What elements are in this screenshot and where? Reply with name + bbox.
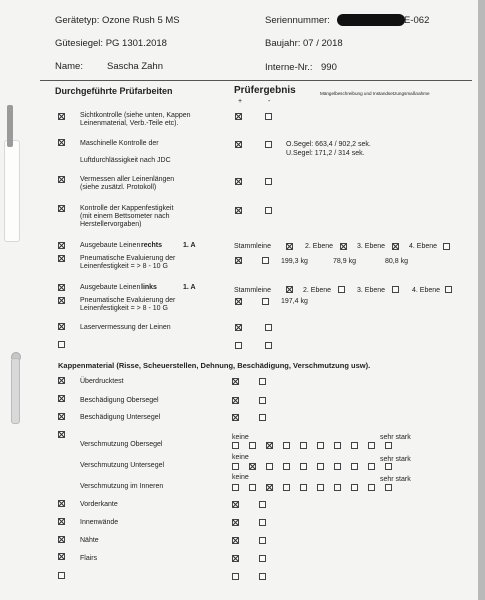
scale-box[interactable]	[334, 442, 341, 449]
result-minus[interactable]	[259, 537, 266, 544]
level-trunk: Stammleine	[234, 287, 271, 294]
scale-box[interactable]	[249, 442, 256, 449]
row-damage-upper: Beschädigung Obersegel	[80, 397, 159, 404]
row-line-lengths: Vermessen aller Leinenlängen	[80, 176, 175, 183]
scale-box[interactable]	[368, 463, 375, 470]
result-plus[interactable]	[232, 501, 239, 508]
value-trunk-left: 197,4 kg	[281, 298, 308, 305]
check-level-2[interactable]	[340, 243, 347, 250]
row-canopy-strength-sub2: Herstellervorgaben)	[80, 221, 142, 228]
scale-box[interactable]	[385, 442, 392, 449]
value-level2-right: 78,9 kg	[333, 258, 356, 265]
result-plus[interactable]	[232, 414, 239, 421]
device-type: Gerätetyp: Ozone Rush 5 MS	[55, 15, 180, 26]
plus-header: +	[238, 98, 243, 105]
check-laser[interactable]	[58, 323, 65, 330]
scale-low: keine	[232, 434, 249, 441]
result-plus[interactable]	[232, 519, 239, 526]
row-soiling-lower: Verschmutzung Untersegel	[80, 462, 165, 469]
scale-high: sehr stark	[380, 476, 411, 483]
scale-box[interactable]	[351, 484, 358, 491]
result-plus[interactable]	[235, 342, 242, 349]
check-soiling[interactable]	[58, 431, 65, 438]
check-leading-edge[interactable]	[58, 500, 65, 507]
binder-rod	[7, 105, 13, 147]
result-minus[interactable]	[265, 207, 272, 214]
level-3: 3. Ebene	[357, 287, 386, 294]
internal-label: Interne-Nr.:	[265, 62, 313, 73]
scale-box[interactable]	[351, 442, 358, 449]
scale-box[interactable]	[317, 484, 324, 491]
row-lines-right-num: 1. A	[183, 242, 196, 249]
scale-box[interactable]	[232, 442, 239, 449]
result-plus[interactable]	[235, 141, 242, 148]
level-4: 4. Ebene	[409, 243, 438, 250]
divider	[40, 80, 472, 81]
check-empty[interactable]	[58, 341, 65, 348]
result-plus[interactable]	[235, 298, 242, 305]
scale-box[interactable]	[249, 484, 256, 491]
result-minus[interactable]	[259, 501, 266, 508]
check-seams[interactable]	[58, 536, 65, 543]
check-overpressure[interactable]	[58, 377, 65, 384]
check-trunk[interactable]	[286, 243, 293, 250]
scale-box[interactable]	[300, 463, 307, 470]
row-flairs: Flairs	[80, 555, 98, 562]
result-plus[interactable]	[232, 397, 239, 404]
scale-box[interactable]	[249, 463, 256, 470]
scale-box[interactable]	[334, 484, 341, 491]
scale-box[interactable]	[351, 463, 358, 470]
level-2: 2. Ebene	[305, 243, 334, 250]
binder-clip	[4, 140, 20, 242]
check-canopy-strength[interactable]	[58, 205, 65, 212]
result-title: Prüfergebnis	[234, 85, 296, 96]
row-visual-inspection-sub: Leinenmaterial, Verb.-Teile etc).	[80, 120, 179, 127]
scale-box[interactable]	[317, 463, 324, 470]
scale-box[interactable]	[368, 484, 375, 491]
level-trunk: Stammleine	[234, 243, 271, 250]
scale-box[interactable]	[266, 484, 273, 491]
scale-box[interactable]	[266, 442, 273, 449]
scale-box[interactable]	[385, 463, 392, 470]
result-minus[interactable]	[265, 178, 272, 185]
result-plus[interactable]	[232, 537, 239, 544]
check-visual-inspection[interactable]	[58, 113, 65, 120]
scale-box[interactable]	[300, 442, 307, 449]
level-4: 4. Ebene	[412, 287, 441, 294]
check-air-permeability[interactable]	[58, 139, 65, 146]
check-empty[interactable]	[58, 572, 65, 579]
check-damage-upper[interactable]	[58, 395, 65, 402]
result-minus[interactable]	[259, 555, 266, 562]
row-canopy-strength-sub: (mit einem Bettsometer nach	[80, 213, 170, 220]
check-level-2[interactable]	[338, 286, 345, 293]
check-damage-lower[interactable]	[58, 413, 65, 420]
result-minus[interactable]	[259, 573, 266, 580]
canopy-title: Kappenmaterial (Risse, Scheuerstellen, Dehnung, Beschädigung, Verschmutzung usw).	[58, 361, 371, 370]
row-air-permeability: Maschinelle Kontrolle der	[80, 140, 159, 147]
scale-low: keine	[232, 474, 249, 481]
row-lines-left-side: links	[141, 284, 157, 291]
row-soiling-inside: Verschmutzung im Inneren	[80, 483, 164, 490]
row-overpressure: Überdrucktest	[80, 378, 124, 385]
row-pneumatic-left: Pneumatische Evaluierung der	[80, 297, 176, 304]
row-laser: Laservermessung der Leinen	[80, 324, 171, 331]
check-level-4[interactable]	[445, 286, 452, 293]
result-minus[interactable]	[265, 113, 272, 120]
result-minus[interactable]	[259, 397, 266, 404]
result-plus[interactable]	[235, 257, 242, 264]
result-plus[interactable]	[235, 324, 242, 331]
row-pneumatic-left-sub: Leinenfestigkeit = > 8 - 10 G	[80, 305, 168, 312]
result-minus[interactable]	[259, 519, 266, 526]
row-lines-left-num: 1. A	[183, 284, 196, 291]
check-trunk[interactable]	[286, 286, 293, 293]
check-level-3[interactable]	[392, 286, 399, 293]
serial-label: Seriennummer:	[265, 15, 330, 26]
scale-box[interactable]	[232, 463, 239, 470]
check-lines-left[interactable]	[58, 284, 65, 291]
row-line-lengths-sub: (siehe zusätzl. Protokoll)	[80, 184, 157, 191]
result-minus[interactable]	[265, 342, 272, 349]
scale-high: sehr stark	[380, 434, 411, 441]
scale-box[interactable]	[283, 463, 290, 470]
scale-box[interactable]	[300, 484, 307, 491]
scale-high: sehr stark	[380, 456, 411, 463]
scale-box[interactable]	[283, 484, 290, 491]
scale-box[interactable]	[283, 442, 290, 449]
scale-low: keine	[232, 454, 249, 461]
row-pneumatic-right: Pneumatische Evaluierung der	[80, 255, 176, 262]
result-minus[interactable]	[265, 324, 272, 331]
build-year: Baujahr: 07 / 2018	[265, 38, 343, 49]
row-lines-right-prefix: Ausgebaute Leinen	[80, 242, 141, 249]
result-minus[interactable]	[259, 414, 266, 421]
scale-box[interactable]	[317, 442, 324, 449]
row-leading-edge: Vorderkante	[80, 501, 118, 508]
result-plus[interactable]	[232, 573, 239, 580]
paper-edge	[478, 0, 485, 600]
result-minus[interactable]	[262, 257, 269, 264]
note-upper-sail: O.Segel: 663,4 / 902,2 sek.	[286, 141, 371, 148]
name-label: Name:	[55, 61, 83, 72]
row-pneumatic-right-sub: Leinenfestigkeit = > 8 - 10 G	[80, 263, 168, 270]
result-plus[interactable]	[232, 555, 239, 562]
scale-box[interactable]	[266, 463, 273, 470]
tests-title: Durchgeführte Prüfarbeiten	[55, 86, 173, 96]
row-canopy-strength: Kontrolle der Kappenfestigkeit	[80, 205, 174, 212]
scale-box[interactable]	[385, 484, 392, 491]
note-lower-sail: U.Segel: 171,2 / 314 sek.	[286, 150, 365, 157]
result-plus[interactable]	[235, 178, 242, 185]
minus-header: -	[268, 98, 271, 105]
check-line-lengths[interactable]	[58, 176, 65, 183]
level-2: 2. Ebene	[303, 287, 332, 294]
check-pneumatic-left[interactable]	[58, 297, 65, 304]
value-level3-right: 80,8 kg	[385, 258, 408, 265]
row-air-permeability-sub: Luftdurchlässigkeit nach JDC	[80, 157, 171, 164]
result-plus[interactable]	[232, 378, 239, 385]
check-level-3[interactable]	[392, 243, 399, 250]
check-level-4[interactable]	[443, 243, 450, 250]
redaction-mark	[337, 14, 405, 26]
check-pneumatic-right[interactable]	[58, 255, 65, 262]
value-trunk-right: 199,3 kg	[281, 258, 308, 265]
serial-suffix: E-062	[404, 15, 430, 26]
row-visual-inspection: Sichtkontrolle (siehe unten, Kappen	[80, 112, 191, 119]
check-inner-walls[interactable]	[58, 518, 65, 525]
row-seams: Nähte	[80, 537, 99, 544]
check-flairs[interactable]	[58, 553, 65, 560]
binder-clip-lower	[11, 358, 20, 424]
level-3: 3. Ebene	[357, 243, 386, 250]
result-minus[interactable]	[262, 298, 269, 305]
row-lines-left-prefix: Ausgebaute Leinen	[80, 284, 141, 291]
row-lines-right-side: rechts	[141, 242, 163, 249]
internal-value: 990	[321, 62, 337, 73]
notes-title: Mängelbeschreibung und Instandsetzungsmaßnahme	[320, 91, 430, 96]
result-plus[interactable]	[235, 207, 242, 214]
result-minus[interactable]	[265, 141, 272, 148]
scale-box[interactable]	[368, 442, 375, 449]
scale-box[interactable]	[334, 463, 341, 470]
result-plus[interactable]	[235, 113, 242, 120]
result-minus[interactable]	[259, 378, 266, 385]
row-inner-walls: Innenwände	[80, 519, 119, 526]
check-lines-right[interactable]	[58, 242, 65, 249]
row-soiling-upper: Verschmutzung Obersegel	[80, 441, 163, 448]
name-value: Sascha Zahn	[107, 61, 163, 72]
row-damage-lower: Beschädigung Untersegel	[80, 414, 161, 421]
scale-box[interactable]	[232, 484, 239, 491]
quality-seal: Gütesiegel: PG 1301.2018	[55, 38, 167, 49]
